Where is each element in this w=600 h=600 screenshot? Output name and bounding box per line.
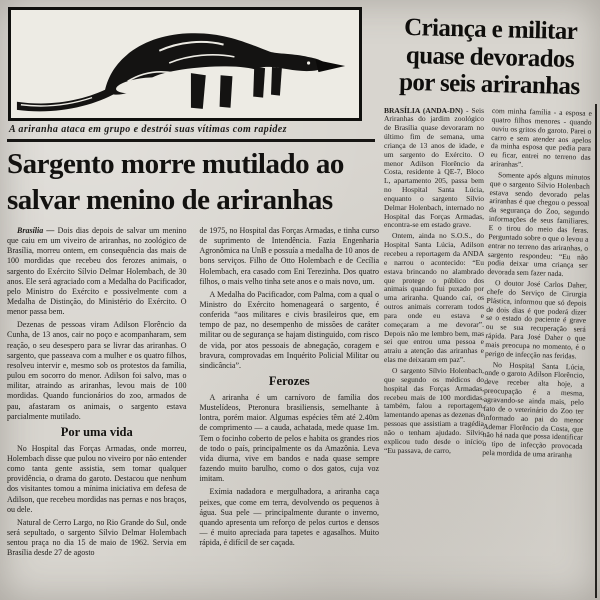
ariranha-illustration-icon (11, 10, 359, 118)
paragraph-text: Dois dias depois de salvar um menino que caiu em um viveiro de ariranhas, no zoológico de Brasília, morreu ontem, em consequência das mais de 100 mordidas que recebeu dos ferozes animais, o sargento do Exército Sílvio Delmar Holembach, de 30 anos. Ele será agraciado com a Medalha do Pacificador, pelo Ministro do Exército e possivelmente com a Medalha de Distinção, do Ministério do Exército. O menor passa bem. (7, 225, 187, 317)
paragraph: O sargento Sílvio Holenbach, que segundo os médicos do hospital das Forças Armadas, recebeu mais de 100 mordidas, também, falou a reportagem, lamentando apenas as dezenas de pessoas que assistiam a tragédia não o tenham ajudado. Sílvio explicou tudo desde o início: “Eu passava, de carro, (384, 365, 484, 455)
dateline-lead: BRASÍLIA (ANDA-DN) (384, 105, 463, 115)
page-edge-rule (595, 104, 597, 598)
illustration-frame (8, 7, 362, 121)
paragraph: Somente após alguns minutos que o sargento Sílvio Holenbach estava sendo devorado pelas ariranhas é que chegou o pessoal da segurança do Zoo, segundo informações de seus familiares. E o tirou do meio das feras. Perguntado sobre o que o levou a entrar no terreno das ariranhas, o sargento respondeu: “Eu não podia deixar uma criança ser devorada sem fazer nada. (487, 169, 591, 278)
paragraph: Ontem, ainda no S.O.S., do Hospital Santa Lúcia, Adilson recebeu a reportagem da ANDA e narrou o acontecido: “Eu estava brincando no alambrado que protege o público dos animais quando fui puxado por uma ariranha. Quando caí, os outros animais correram todos para onde eu estava e começaram a me devorar”. Depois não me lembro bem, mas sei que entrou uma pessoa e atraiu a atenção das ariranhas e elas me deixaram em paz”. (384, 231, 484, 365)
left-headline-line1: Sargento morre mutilado ao (7, 148, 344, 180)
paragraph: Dezenas de pessoas viram Adilson Florêncio da Cunha, de 13 anos, cair no poço e acompanharam, sem reação, o seu desespero para se livrar das ariranhas. O sargento, que passeava com a mulher e os quatro filhos, resolveu intervir e, mesmo sob os protestos da família, pulou em socorro do menor. Adilson foi salvo, mas o militar, atraindo as ariranhas, levou mais de 100 mordidas. Quando funcionários do zoo, armados de pau, afastaram os animais, o sargento estava parcialmente mutilado. (7, 320, 187, 421)
paragraph: No Hospital das Forças Armadas, onde morreu, Holembach disse que pulou no viveiro por não entender como tanta gente assistia, sem tomar qualquer providência, o drama do garoto. Destacou que nenhum dos visitantes tomou a mínima iniciativa em defesa de Adilson, que recebeu mordidas nas pernas e nos braços, ou dele. (7, 443, 187, 514)
paragraph (7, 226, 187, 317)
paragraph-text: - Seis Ariranhas do jardim zoológico de Brasília quase devoraram no último fim de semana, uma criança de 13 anos de idade, e um sargento do Exército. O menor Adilson Florêncio da Costa, residente à QE-7, Bloco L, apartamento 205, passa bem no Hospital Santa Lúcia, enquanto o sargento Sílvio Delmar Holenbach, internado no Hospital das Forças Armadas, encontra-se em estado grave. (384, 105, 485, 230)
paragraph: de 1975, no Hospital das Forças Armadas, e tinha curso de suprimento de Intendência. Fazia Engenharia Agronômica na UnB e possuía a medalha de 10 anos de bons serviços. Filho de Otto Holembach e de Cecília Holembach, era casado com Eni Terezinha. Dos quatro filhos, o mais velho tinha sete anos e o mais novo, um. (199, 225, 379, 286)
left-article-columns (7, 226, 379, 562)
right-headline-line2: quase devorados (405, 41, 575, 73)
paragraph: com minha família - a esposa e quatro filhos menores - quando ouviu os gritos do garoto. Parei o carro e sem atender aos apelos da minha esposa que pedia para eu ficar, entrei no terreno das ariranhas”. (490, 105, 592, 169)
dateline: Brasília — (17, 225, 55, 235)
right-headline-line1: Criança e militar (403, 13, 578, 46)
paragraph: Exímia nadadora e mergulhadora, a ariranha caça peixes, que come em terra, devolvendo os pequenos à água. Sua pele — principalmente durante o inverno, quando apresenta um reforço de pelos curtos e densos — é muito apreciada para tapetes e agasalhos. Muito rápida, é difícil de ser caçada. (199, 487, 379, 548)
right-article-column-1 (384, 107, 484, 460)
subhead-por-uma-vida: Por uma vida (60, 424, 133, 439)
paragraph: A ariranha é um carnívoro de família dos Mustelídeos, Pteronura brasiliensis, semelhante à lontra, porém maior. Algumas espécies têm até 2.40m de comprimento — a cauda, achatada, mede quase 1m. Tem o focinho coberto de pelos e habita os grandes rios de todo o país, principalmente os da Amazônia. Leva vida diurna, vive em bandos e nada quase sempre fazendo muito barulho, como o dos gatos, cuja voz imitam. (199, 392, 379, 484)
paragraph: A Medalha do Pacificador, com Palma, com a qual o Ministro do Exército homenageará o sargento, é conferida “aos militares e civis brasileiros que, em tempo de paz, no desempenho de missões de caráter militar ou de segurança se hajam distinguido, com risco de vida, por atos pessoais de abnegação, coragem e bravura, comprovadas em Inquérito Policial Militar ou sindicância”. (199, 289, 379, 370)
paragraph (384, 107, 484, 231)
right-headline (383, 13, 597, 101)
paragraph: Natural de Cerro Largo, no Rio Grande do Sul, onde será sepultado, o sargento Sílvio Delmar Holembach sentou praça no dia 15 de maio de 1962. Servia em Brasília desde 27 de agosto (7, 517, 187, 558)
right-article-columns (384, 107, 596, 460)
left-article-column-1 (7, 226, 187, 562)
paragraph: O doutor José Carlos Daher, chefe do Serviço de Cirurgia Plástica, informou que só depois de dois dias é que poderá dizer se o estado do paciente é grave ou se sua recuperação será rápida. Para José Daher o que mais preocupa no momento, é o perigo de infecção nas feridas. (484, 277, 588, 360)
illustration-caption: A ariranha ataca em grupo e destrói suas vítimas com rapidez (9, 124, 287, 135)
right-article (384, 13, 596, 459)
left-headline (7, 147, 379, 219)
left-article-column-2 (200, 226, 380, 562)
right-headline-line3: por seis ariranhas (398, 68, 580, 101)
left-headline-line2: salvar menino de ariranhas (7, 183, 333, 216)
right-article-column-2 (482, 107, 592, 463)
left-article (7, 7, 379, 561)
paragraph: No Hospital Santa Lúcia, onde o garoto Adilson Florêncio, deve receber alta hoje, a preocupação é a mesma, agravando-se ainda mais, pelo fato de o veterinário do Zoo ter informado ao pai do menor Ademar Florêncio da Costa, que não há nada que possa identificar o tipo de infecção provocada pela mordida de uma ariranha (482, 359, 585, 459)
subhead-ferozes: Ferozes (268, 374, 310, 389)
horizontal-rule (7, 139, 375, 142)
